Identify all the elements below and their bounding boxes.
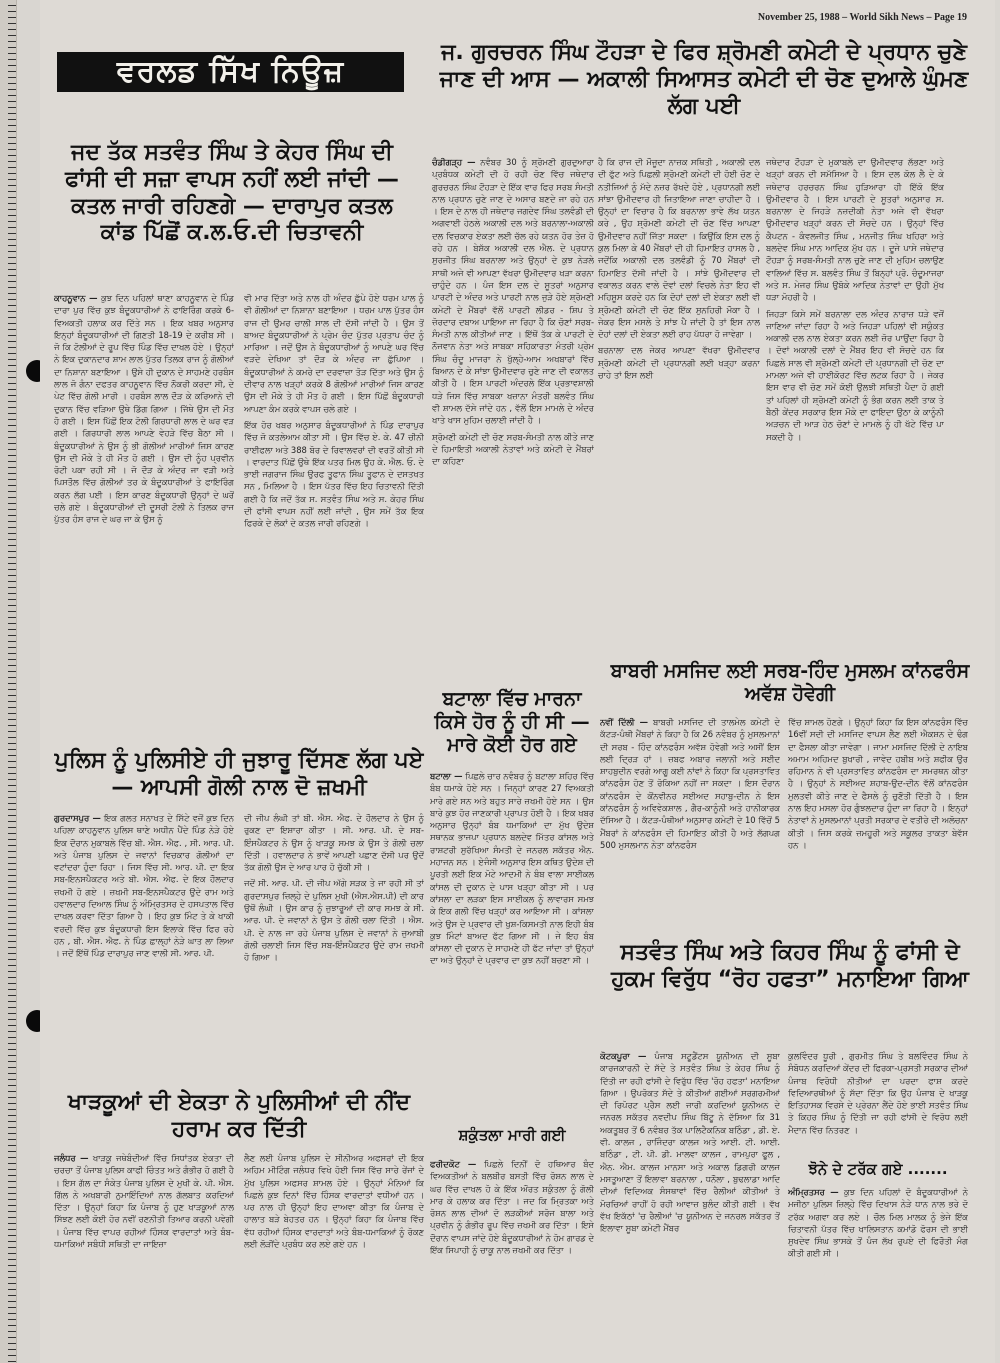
- article-rosh-hafta-col1: [600, 1050, 780, 1350]
- headline-shakuntla: ਸ਼ਕੁੰਤਲਾ ਮਾਰੀ ਗਈ: [458, 1126, 566, 1144]
- article-ekta-col2: [244, 1152, 424, 1352]
- headline-batala: ਬਟਾਲਾ ਵਿੱਚ ਮਾਰਨਾ ਕਿਸੇ ਹੋਰ ਨੂੰ ਹੀ ਸੀ — ਮਾਰੇ ਕੋਈ ਹੋਰ ਗਏ: [434, 688, 590, 757]
- article-police-col2: [244, 812, 424, 1077]
- headline-police: ਪੁਲਿਸ ਨੂੰ ਪੁਲਿਸੀਏ ਹੀ ਜੁਝਾਰੂ ਦਿੱਸਣ ਲੱਗ ਪਏ — ਆਪਸੀ ਗੋਲੀ ਨਾਲ ਦੋ ਜ਼ਖਮੀ: [54, 748, 424, 800]
- article-body: ਪਿਛਲੇ ਦਿਨੀਂ ਦੋ ਹਥਿਆਰ ਬੰਦ ਵਿਅਕਤੀਆਂ ਨੇ ਬਲਬੀਰ ਬਸਤੀ ਵਿੱਚ ਰੋਸ਼ਨ ਲਾਲ ਦੇ ਘਰ ਵਿੱਚ ਦਾਖਲ ਹੋ ਕੇ ਇੱਕ ਔਰਤ ਸ਼ਕੁੰਤਲਾ ਨੂੰ ਗੋਲੀ ਮਾਰ ਕੇ ਹਲਾਕ ਕਰ ਦਿੱਤਾ । ਜਦ ਕਿ ਮ੍ਰਿਤਕਾ ਅਤੇ ਰੋਸ਼ਨ ਲਾਲ ਦੀਆਂ ਦੋ ਲੜਕੀਆਂ ਸਰੋਜ ਬਾਲਾ ਅਤੇ ਪ੍ਰਵੀਨ ਨੂੰ ਗੰਭੀਰ ਰੂਪ ਵਿੱਚ ਜ਼ਖਮੀ ਕਰ ਦਿੱਤਾ । ਇਸੇ ਦੌਰਾਨ ਵਾਪਸ ਜਾਂਦੇ ਹੋਏ ਬੰਦੂਕਧਾਰੀਆਂ ਨੇ ਹੋਮ ਗਾਰਡ ਦੇ ਇੱਕ ਸਿਪਾਹੀ ਨੂੰ ਚਾਕੂ ਨਾਲ ਜ਼ਖਮੀ ਕਰ ਦਿੱਤਾ ।: [430, 1159, 594, 1256]
- dateline: ਅੰਮ੍ਰਿਤਸਰ —: [788, 1187, 839, 1197]
- article-rosh-hafta-col2: [788, 1050, 968, 1152]
- article-body: ਖਾੜਕੂ ਜਥੇਬੰਦੀਆਂ ਵਿੱਚ ਸਿਧਾਂਤਕ ਏਕਤਾ ਦੀ ਚਰਚਾ ਤੋਂ ਪੰਜਾਬ ਪੁਲਿਸ ਕਾਫੀ ਚਿੰਤਤ ਅਤੇ ਗੰਭੀਰ ਹੋ ਗਈ ਹੈ । ਇਸ ਗੱਲ ਦਾ ਸੰਕੇਤ ਪੰਜਾਬ ਪੁਲਿਸ ਦੇ ਮੁਖੀ ਕੇ. ਪੀ. ਐਸ. ਗਿੱਲ ਨੇ ਅਖਬਾਰੀ ਨੁਮਾਇੰਦਿਆਂ ਨਾਲ ਗੱਲਬਾਤ ਕਰਦਿਆਂ ਦਿੱਤਾ । ਉਨ੍ਹਾਂ ਕਿਹਾ ਕਿ ਪੰਜਾਬ ਨੂੰ ਹੁਣ ਖਾੜਕੂਆਂ ਨਾਲ ਸਿੱਝਣ ਲਈ ਕੋਈ ਹੋਰ ਨਵੀਂ ਰਣਨੀਤੀ ਤਿਆਰ ਕਰਨੀ ਪਵੇਗੀ । ਪੰਜਾਬ ਵਿੱਚ ਵਾਪਰ ਰਹੀਆਂ ਹਿੰਸਕ ਵਾਰਦਾਤਾਂ ਅਤੇ ਬੰਬ-ਧਮਾਕਿਆਂ ਸਬੰਧੀ ਸਥਿਤੀ ਦਾ ਜਾਇਜ਼ਾ: [54, 1153, 234, 1250]
- article-body: ਜਥੇਦਾਰ ਟੌਹੜਾ ਦੇ ਮੁਕਾਬਲੇ ਦਾ ਉਮੀਦਵਾਰ ਲੱਭਣਾ ਅਤੇ ਖੜ੍ਹਾਂ ਕਰਨ ਦੀ ਸਮੱਸਿਆ ਹੈ । ਇਸ ਦਲ ਕੋਲ ਲੈ ਦੇ ਕੇ ਜਥੇਦਾਰ ਹਰਚਰਨ ਸਿੰਘ ਹੁੜਿਆਰਾ ਹੀ ਇੱਕੋ ਇੱਕ ਉਮੀਦਵਾਰ ਹੈ । ਇਸ ਪਾਰਟੀ ਦੇ ਸੂਤਰਾਂ ਅਨੁਸਾਰ ਸ. ਬਰਨਾਲਾ ਦੇ ਜਿਹੜੇ ਨਜ਼ਦੀਕੀ ਨੇਤਾ ਅਜੇ ਵੀ ਵੱਖਰਾ ਉਮੀਦਵਾਰ ਖੜ੍ਹਾਂ ਕਰਨ ਦੀ ਸੋਚਦੇ ਹਨ । ਉਨ੍ਹਾਂ ਵਿੱਚ ਕੈਪਟਨ - ਕੰਵਲਜੀਤ ਸਿੰਘ , ਮਨਜੀਤ ਸਿੰਘ ਖਹਿਰਾ ਅਤੇ ਬਲਦੇਵ ਸਿੰਘ ਮਾਨ ਆਦਿਕ ਮੁੱਖ ਹਨ । ਦੂਜੇ ਪਾਸੇ ਜਥੇਦਾਰ ਟੌਹੜਾ ਨੂੰ ਸਰਬ-ਸੰਮਤੀ ਨਾਲ ਚੁਣੇ ਜਾਣ ਦੀ ਮੁਹਿਮ ਚਲਾਉਣ ਵਾਲਿਆਂ ਵਿੱਚ ਸ. ਬਲਵੰਤ ਸਿੰਘ ਤੋਂ ਬਿਨ੍ਹਾਂ ਪ੍ਰੋ. ਚੰਦੂਮਾਜਰਾ ਅਤੇ ਸ. ਮੇਜਰ ਸਿੰਘ ਉਬੋਕੇ ਆਦਿਕ ਨੇਤਾਵਾਂ ਦਾ ਉਹੀ ਮੁੱਖ ਧੜਾ ਮੋਹਰੀ ਹੈ ।: [766, 157, 944, 303]
- headline-tohra: ਜ. ਗੁਰਚਰਨ ਸਿੰਘ ਟੌਹੜਾ ਦੇ ਫਿਰ ਸ਼੍ਰੋਮਣੀ ਕਮੇਟੀ ਦੇ ਪ੍ਰਧਾਨ ਚੁਣੇ ਜਾਣ ਦੀ ਆਸ — ਅਕਾਲੀ ਸਿਆਸਤ ਕਮੇਟੀ ਦੀ ਚੋਣ ਦੁਆਲੇ ਘੁੰਮਣ ਲੱਗ ਪਈ: [439, 40, 969, 119]
- article-body: ਕੁਝ ਦਿਨ ਪਹਿਲਾਂ ਦੋ ਬੰਦੂਕਧਾਰੀਆਂ ਨੇ ਮਜੀਠਾ ਪੁਲਿਸ ਜ਼ਿਲ੍ਹੇ ਵਿੱਚ ਦਿਖਾਸ ਨੇੜੇ ਧਾਨ ਨਾਲ ਭਰੇ ਦੋ ਟਰੱਕ ਅਗਵਾ ਕਰ ਲਏ । ਚੌਲ ਮਿਲ ਮਾਲਕ ਨੂੰ ਭੇਜੇ ਇੱਕ ਚਿਤਾਵਨੀ ਪੱਤਰ ਵਿੱਚ ਖਾਲਿਸਤਾਨ ਕਮਾਂਡੋ ਫੋਰਸ ਦੀ ਭਾਈ ਸੁਖਦੇਵ ਸਿੰਘ ਭਾਸਕੇ ਤੋਂ ਪੰਜ ਲੱਖ ਰੁਪਏ ਦੀ ਫਿਰੌਤੀ ਮੰਗ ਕੀਤੀ ਗਈ ਸੀ ।: [788, 1187, 968, 1259]
- dateline: ਗੁਰਦਾਸਪੁਰ —: [54, 813, 101, 823]
- article-tohra-col3: [766, 156, 944, 646]
- article-body: ਜਦੋਂ ਸੀ. ਆਰ. ਪੀ. ਦੀ ਜੀਪ ਅੱਗੇ ਸੜਕ ਤੇ ਜਾ ਰਹੀ ਸੀ ਤਾਂ ਗੁਰਦਾਸਪੁਰ ਜ਼ਿਲ੍ਹੇ ਦੇ ਪੁਲਿਸ ਮੁਖੀ (ਐਸ.ਐਸ.ਪੀ) ਦੀ ਕਾਰ ਉਥੋਂ ਲੰਘੀ । ਉਸ ਕਾਰ ਨੂੰ ਜੁਝਾਰੂਆਂ ਦੀ ਕਾਰ ਸਮਝ ਕੇ ਸੀ. ਆਰ. ਪੀ. ਦੇ ਜਵਾਨਾਂ ਨੇ ਉਸ ਤੇ ਗੋਲੀ ਚਲਾ ਦਿੱਤੀ । ਐਸ. ਪੀ. ਦੇ ਨਾਲ ਜਾ ਰਹੇ ਪੰਜਾਬ ਪੁਲਿਸ ਦੇ ਜਵਾਨਾਂ ਨੇ ਜੁਆਬੀ ਗੋਲੀ ਚਲਾਈ ਜਿਸ ਵਿੱਚ ਸਬ-ਇੰਸਪੈਕਟਰ ਉਦੇ ਰਾਮ ਜ਼ਖਮੀ ਹੋ ਗਿਆ ।: [244, 878, 424, 963]
- article-body: ਕੁਝ ਦਿਨ ਪਹਿਲਾਂ ਥਾਣਾ ਕਾਹਨੂਵਾਨ ਦੇ ਪਿੰਡ ਦਾਰਾ ਪੁਰ ਵਿੱਚ ਕੁਝ ਬੰਦੂਕਧਾਰੀਆਂ ਨੇ ਫਾਇਰਿੰਗ ਕਰਕੇ 6-ਵਿਅਕਤੀ ਹਲਾਕ ਕਰ ਦਿੱਤੇ ਸਨ । ਇਕ ਖਬਰ ਅਨੁਸਾਰ ਇਨ੍ਹਾਂ ਬੰਦੂਕਧਾਰੀਆਂ ਦੀ ਗਿਣਤੀ 18-19 ਦੇ ਕਰੀਬ ਸੀ । ਜੋ ਕਿ ਟੋਲੀਆਂ ਦੇ ਰੂਪ ਵਿੱਚ ਪਿੰਡ ਵਿੱਚ ਦਾਖਲ ਹੋਏ । ਉਨ੍ਹਾਂ ਨੇ ਇਕ ਦੁਕਾਨਦਾਰ ਸ਼ਾਮ ਲਾਲ ਪੁੱਤਰ ਤਿਲਕ ਰਾਜ ਨੂੰ ਗੋਲੀਆਂ ਦਾ ਨਿਸ਼ਾਨਾ ਬਣਾਇਆ । ਉਸੇ ਹੀ ਦੁਕਾਨ ਦੇ ਸਾਹਮਣੇ ਹਰਬੰਸ ਲਾਲ ਜੋ ਗੰਨਾ ਦਫਤਰ ਕਾਹਨੂਵਾਨ ਵਿੱਚ ਨੌਕਰੀ ਕਰਦਾ ਸੀ, ਦੇ ਪੇਟ ਵਿੱਚ ਗੋਲੀ ਮਾਰੀ । ਹਰਬੰਸ ਲਾਲ ਦੌੜ ਕੇ ਕਰਿਆਨੇ ਦੀ ਦੁਕਾਨ ਵਿੱਚ ਵੜਿਆ ਉਥੇ ਡਿੱਗ ਗਿਆ । ਜਿੱਥੇ ਉਸ ਦੀ ਮੌਤ ਹੋ ਗਈ । ਇਸ ਪਿੱਛੋਂ ਇਕ ਟੋਲੀ ਗਿਰਧਾਰੀ ਲਾਲ ਦੇ ਘਰ ਵੜ ਗਈ । ਗਿਰਧਾਰੀ ਲਾਲ ਆਪਣੇ ਵੇਹੜੇ ਵਿੱਚ ਬੈਠਾ ਸੀ । ਬੰਦੂਕਧਾਰੀਆਂ ਨੇ ਉਸ ਨੂੰ ਭੀ ਗੋਲੀਆਂ ਮਾਰੀਆਂ ਜਿਸ ਕਾਰਣ ਉਸ ਦੀ ਮੌਕੇ ਤੇ ਹੀ ਮੌਤ ਹੋ ਗਈ । ਉਸ ਦੀ ਨੂੰਹ ਪ੍ਰਵੀਨ ਰੋਟੀ ਪਕਾ ਰਹੀ ਸੀ । ਜੋ ਦੌੜ ਕੇ ਅੰਦਰ ਜਾ ਵੜੀ ਅਤੇ ਪਿਸਤੌਲ ਵਿੱਚ ਗੋਲੀਆਂ ਤਰ ਕੇ ਬੰਦੂਕਧਾਰੀਆਂ ਤੇ ਫਾਇਰਿੰਗ ਕਰਨ ਲੱਗ ਪਈ । ਇਸ ਕਾਰਣ ਬੰਦੂਕਧਾਰੀ ਉਨ੍ਹਾਂ ਦੇ ਘਰੋਂ ਚਲੇ ਗਏ । ਬੰਦੂਕਧਾਰੀਆਂ ਦੀ ਦੂਸਰੀ ਟੋਲੀ ਨੇ ਤਿਲਕ ਰਾਜ ਪੁੱਤਰ ਹੰਸ ਰਾਜ ਦੇ ਘਰ ਜਾ ਕੇ ਉਸ ਨੂੰ: [54, 293, 234, 525]
- headline-babri: ਬਾਬਰੀ ਮਸਜਿਦ ਲਈ ਸਰਬ-ਹਿੰਦ ਮੁਸਲਮ ਕਾਂਨਫਰੰਸ ਅਵੱਸ਼ ਹੋਵੇਗੀ: [610, 660, 970, 706]
- article-body: ਕੁਲਵਿੰਦਰ ਧੂਰੀ , ਗੁਰਮੀਤ ਸਿੰਘ ਤੇ ਬਲਵਿੰਦਰ ਸਿੰਘ ਨੇ ਸੰਬੋਧਨ ਕਰਦਿਆਂ ਕੇਂਦਰ ਦੀ ਫਿਰਕਾ-ਪ੍ਰਸਤੀ ਸਰਕਾਰ ਦੀਆਂ ਪੰਜਾਬ ਵਿਰੋਧੀ ਨੀਤੀਆਂ ਦਾ ਪਰਦਾ ਫਾਸ਼ ਕਰਦੇ ਵਿਦਿਆਰਥੀਆਂ ਨੂੰ ਸੱਦਾ ਦਿੱਤਾ ਕਿ ਉਹ ਪੰਜਾਬ ਦੇ ਖਾੜਕੂ ਇਤਿਹਾਸਕ ਵਿਰਸੇ ਦੇ ਪ੍ਰੇਰਨਾ ਲੈਂਦੇ ਹੋਏ ਭਾਈ ਸਤਵੰਤ ਸਿੰਘ ਤੇ ਕਿਹਰ ਸਿੰਘ ਨੂੰ ਦਿੱਤੀ ਜਾ ਰਹੀ ਫਾਂਸੀ ਦੇ ਵਿਰੋਧ ਲਈ ਮੈਦਾਨ ਵਿੱਚ ਨਿਤਰਣ ।: [788, 1051, 968, 1135]
- article-body: ਲੈਣ ਲਈ ਪੰਜਾਬ ਪੁਲਿਸ ਦੇ ਸੀਨੀਅਰ ਅਫਸਰਾਂ ਦੀ ਇਕ ਅਹਿਮ ਮੀਟਿੰਗ ਜਲੰਧਰ ਵਿਖੇ ਹੋਈ ਜਿਸ ਵਿੱਚ ਸਾਰੇ ਰੇਂਜਾਂ ਦੇ ਮੁੱਖ ਪੁਲਿਸ ਅਫਸਰ ਸ਼ਾਮਲ ਹੋਏ । ਉਨ੍ਹਾਂ ਮੰਨਿਆਂ ਕਿ ਪਿਛਲੇ ਕੁਝ ਦਿਨਾਂ ਵਿੱਚ ਹਿੰਸਕ ਵਾਰਦਾਤਾਂ ਵਧੀਆਂ ਹਨ । ਪਰ ਨਾਲ ਹੀ ਉਨ੍ਹਾਂ ਇਹ ਦਾਅਵਾ ਕੀਤਾ ਕਿ ਪੰਜਾਬ ਦੇ ਹਾਲਾਤ ਬੜੇ ਬੇਹਤਰ ਹਨ । ਉਨ੍ਹਾਂ ਕਿਹਾ ਕਿ ਪੰਜਾਬ ਵਿੱਚ ਵੱਧ ਰਹੀਆਂ ਹਿੰਸਕ ਵਾਰਦਾਤਾਂ ਅਤੇ ਬੰਬ-ਧਮਾਕਿਆਂ ਨੂੰ ਰੋਕਣ ਲਈ ਲੋੜੀਂਦੇ ਪ੍ਰਬੰਧ ਕਰ ਲਏ ਗਏ ਹਨ ।: [244, 1153, 424, 1250]
- article-body: ਬਰਨਾਲਾ ਦਲ ਜੇਕਰ ਆਪਣਾ ਵੱਖਰਾ ਉਮੀਦਵਾਰ ਸ਼੍ਰੋਮਣੀ ਕਮੇਟੀ ਦੀ ਪ੍ਰਧਾਨਗੀ ਲਈ ਖੜ੍ਹਾ ਕਰਨਾ ਚਾਹੇ ਤਾਂ ਇਸ ਲਈ: [598, 345, 760, 381]
- masthead: ਵਰਲਡ ਸਿੱਖ ਨਿਊਜ਼: [57, 52, 404, 92]
- article-body: ਪੰਜਾਬ ਸਟੂਡੈਂਟਸ ਯੂਨੀਅਨ ਦੀ ਸੂਬਾ ਕਾਰਜਕਾਰਨੀ ਦੇ ਸੱਦੇ ਤੇ ਸਤਵੰਤ ਸਿੰਘ ਤੇ ਕੇਹਰ ਸਿੰਘ ਨੂੰ ਦਿੱਤੀ ਜਾ ਰਹੀ ਫਾਂਸੀ ਦੇ ਵਿਰੁੱਧ ਵਿੱਚ 'ਰੋਹ ਹਫਤਾ' ਮਨਾਇਆ ਗਿਆ । ਉਪਰੋਕਤ ਸੱਦੇ ਤੇ ਕੀਤੀਆਂ ਗਈਆਂ ਸਰਗਰਮੀਆਂ ਦੀ ਰਿਪੋਰਟ ਪ੍ਰੈਸ ਲਈ ਜਾਰੀ ਕਰਦਿਆਂ ਯੂਨੀਅਨ ਦੇ ਜਨਰਲ ਸਕੱਤਰ ਨਵਦੀਪ ਸਿੰਘ ਬਿੱਟੂ ਨੇ ਦੱਸਿਆ ਕਿ 31 ਅਕਤੂਬਰ ਤੋਂ 6 ਨਵੰਬਰ ਤੱਕ ਪਾਲਿਟੈਕਨਿਕ ਬਠਿੰਡਾ , ਡੀ. ਏ. ਵੀ. ਕਾਲਜ , ਰਾਜਿੰਦਰਾ ਕਾਲਜ ਅਤੇ ਆਈ. ਟੀ. ਆਈ. ਬਠਿੰਡਾ , ਟੀ. ਪੀ. ਡੀ. ਮਾਲਵਾ ਕਾਲਜ , ਰਾਮਪੁਰਾ ਫੂਲ , ਐਨ. ਐਮ. ਕਾਲਜ ਮਾਨਸਾ ਅਤੇ ਅਕਾਲ ਡਿਗਰੀ ਕਾਲਜ ਮਸਤੂਆਣਾ ਤੋਂ ਇਲਾਵਾ ਬਰਨਾਲਾ , ਧਨੌਲਾ , ਬੁਢਲਾਡਾ ਆਦਿ ਦੀਆਂ ਵਿਦਿਅਕ ਸੰਸਥਾਵਾਂ ਵਿੱਚ ਰੈਲੀਆਂ ਕੀਤੀਆਂ ਤੇ ਮੋਰਚਿਆਂ ਰਾਹੀਂ ਹੋ ਰਹੀ ਆਵਾਜ਼ ਬੁਲੰਦ ਕੀਤੀ ਗਈ । ਵੱਖ ਵੱਖ ਇਕੱਠਾਂ 'ਚ ਰੈਲੀਆਂ 'ਚ ਯੂਨੀਅਨ ਦੇ ਜਨਰਲ ਸਕੱਤਰ ਤੋਂ ਇਲਾਵਾ ਸੂਬਾ ਕਮੇਟੀ ਮੈਂਬਰ: [600, 1051, 780, 1234]
- article-body: ਬਾਬਰੀ ਮਸਜਿਦ ਦੀ ਤਾਲਮੇਲ ਕਮੇਟੀ ਦੇ ਕੱਟੜ-ਪੰਥੀ ਮੈਂਬਰਾਂ ਨੇ ਕਿਹਾ ਹੈ ਕਿ 26 ਨਵੰਬਰ ਨੂੰ ਮੁਸਲਮਾਨਾਂ ਦੀ ਸਰਬ - ਹਿੰਦ ਕਾਂਨਫਰੰਸ ਅਵੱਸ਼ ਹੋਵੇਗੀ ਅਤੇ ਅਸੀਂ ਇਸ ਲਈ ਦ੍ਰਿੜ ਹਾਂ । ਜ਼ਬਫ ਅਬਾਰ ਜਲਾਨੀ ਅਤੇ ਸਈਦ ਸ਼ਾਹਬੁਦੀਨ ਵਰਗੇ ਆਗੂ ਕਈ ਨਾਂਵਾਂ ਨੇ ਕਿਹਾ ਕਿ ਪ੍ਰਸਤਾਵਿਤ ਕਾਂਨਫਰੰਸ ਹੋਣ ਤੋਂ ਰੋਕਿਆ ਨਹੀਂ ਜਾ ਸਕਦਾ । ਇਸ ਦੌਰਾਨ ਕਾਂਨਫਰੰਸ ਦੇ ਕੋਂਨਵੀਨਰ ਸਈਅਦ ਸਹਾਬੁ-ਦੀਨ ਨੇ ਇਸ ਕਾਂਨਫਰੰਸ ਨੂੰ ਅਵਿਵੇਕਸ਼ਾਲ , ਗੈਰ-ਕਾਨੂੰਨੀ ਅਤੇ ਹਾਨੀਕਾਰਕ ਦੱਸਿਆ ਹੈ । ਕੱਟੜ-ਪੰਥੀਆਂ ਅਨੁਸਾਰ ਕਮੇਟੀ ਦੇ 10 ਵਿੱਚੋਂ 5 ਮੈਂਬਰਾਂ ਨੇ ਕਾਂਨਫਰੰਸ ਦੀ ਹਿਮਾਇਤ ਕੀਤੀ ਹੈ ਅਤੇ ਲੱਗਪਗ 500 ਮੁਸਲਮਾਨ ਨੇਤਾ ਕਾਂਨਫਰੰਸ: [600, 717, 780, 850]
- article-body: ਦੀ ਜੀਪ ਲੰਘੀ ਤਾਂ ਬੀ. ਐਸ. ਐਫ. ਦੇ ਹੌਲਦਾਰ ਨੇ ਉਸ ਨੂੰ ਰੁਕਣ ਦਾ ਇਸ਼ਾਰਾ ਕੀਤਾ । ਸੀ. ਆਰ. ਪੀ. ਦੇ ਸਬ-ਇੰਸਪੈਕਟਰ ਨੇ ਉਸ ਨੂੰ ਖਾੜਕੂ ਸਮਝ ਕੇ ਉਸ ਤੇ ਗੋਲੀ ਚਲਾ ਦਿੱਤੀ । ਹਵਾਲਦਾਰ ਨੇ ਭਾਵੇਂ ਆਪਣੀ ਪਛਾਣ ਦੱਸੀ ਪਰ ਉਦੋਂ ਤੱਕ ਗੋਲੀ ਉਸ ਦੇ ਆਰ ਪਾਰ ਹੋ ਚੁੱਕੀ ਸੀ ।: [244, 813, 424, 873]
- article-tohra-col2: [598, 156, 760, 656]
- headline-ekta: ਖਾੜਕੂਆਂ ਦੀ ਏਕਤਾ ਨੇ ਪੁਲਿਸੀਆਂ ਦੀ ਨੀਂਦ ਹਰਾਮ ਕਰ ਦਿੱਤੀ: [67, 1090, 411, 1142]
- scan-ruler: [0, 0, 17, 1363]
- dateline: ਨਵੀਂ ਦਿੱਲੀ —: [600, 717, 649, 727]
- dateline: ਬਟਾਲਾ —: [430, 771, 463, 781]
- dateline: ਫਰੀਦਕੋਟ —: [430, 1159, 477, 1169]
- article-dharpur-col2: [244, 292, 424, 737]
- article-ekta-col1: [54, 1152, 234, 1352]
- article-babri-col1: [600, 716, 780, 930]
- dateline: ਚੰਡੀਗੜ੍ਹ —: [432, 157, 476, 167]
- headline-jhone: ਝੋਨੇ ਦੇ ਟਰੱਕ ਗਏ .......: [808, 1160, 948, 1178]
- newspaper-page: [40, 0, 995, 1363]
- dateline: ਕਾਹਨੂਵਾਨ —: [54, 293, 98, 303]
- article-shakuntla: [430, 1158, 594, 1353]
- page-header: November 25, 1988 – World Sikh News – Page 19: [757, 12, 967, 23]
- article-body: ਹੈ ਕਿ ਰਾਜ ਦੀ ਮੌਜੂਦਾ ਨਾਜ਼ਕ ਸਥਿਤੀ , ਅਕਾਲੀ ਦਲ ਦੀ ਫੁੱਟ ਅਤੇ ਪਿਛਲੀ ਸ਼੍ਰੋਮਣੀ ਕਮੇਟੀ ਦੀ ਹੋਈ ਚੋਣ ਦੇ ਨਤੀਜਿਆਂ ਨੂੰ ਮੱਦੇ ਨਜ਼ਰ ਰੱਖਦੇ ਹੋਏ , ਪ੍ਰਧਾਨਗੀ ਲਈ ਸਾਂਝਾ ਉਮੀਦਵਾਰ ਹੀ ਜਿਤਾਇਆ ਜਾਣਾ ਚਾਹੀਦਾ ਹੈ । ਉਨ੍ਹਾਂ ਦਾ ਵਿਚਾਰ ਹੈ ਕਿ ਬਰਨਾਲਾ ਭਾਵੇ ਲੱਖ ਯਤਨ ਕਰੇ , ਉਹ ਸ਼੍ਰੋਮਣੀ ਕਮੇਟੀ ਦੀ ਚੋਣ ਵਿੱਚ ਆਪਣਾ ਉਮੀਦਵਾਰ ਨਹੀਂ ਜਿੱਤਾ ਸਕਦਾ । ਕਿਉਂਕਿ ਇਸ ਦਲ ਨੂੰ ਕੁਲ ਮਿਲਾ ਕੇ 40 ਮੈਂਬਰਾਂ ਦੀ ਹੀ ਹਿਮਾਇਤ ਹਾਸਲ ਹੈ , ਜਦੋਂਕਿ ਅਕਾਲੀ ਦਲ ਤਲਵੰਡੀ ਨੂੰ 70 ਮੈਂਬਰਾਂ ਦੀ ਹਿਮਾਇਤ ਦੱਸੀ ਜਾਂਦੀ ਹੈ । ਸਾਂਝੇ ਉਮੀਦਵਾਰ ਦੀ ਵਕਾਲਤ ਕਰਨ ਵਾਲੇ ਦੋਵਾਂ ਦਲਾਂ ਵਿਚਲੇ ਨੇਤਾ ਇਹ ਵੀ ਮਹਿਸੂਸ ਕਰਦੇ ਹਨ ਕਿ ਦੋਹਾਂ ਦਲਾਂ ਦੀ ਏਕਤਾ ਲਈ ਵੀ ਸ਼੍ਰੋਮਣੀ ਕਮੇਟੀ ਦੀ ਚੋਣ ਇੱਕ ਸੁਨਹਿਰੀ ਮੌਕਾ ਹੈ । ਜੇਕਰ ਇਸ ਮਸਲੇ ਤੇ ਸਾਂਝ ਪੈ ਜਾਂਦੀ ਹੈ ਤਾਂ ਇਸ ਨਾਲ ਦੋਹਾਂ ਦਲਾਂ ਦੀ ਏਕਤਾ ਲਈ ਰਾਹ ਪੱਧਰਾ ਹੋ ਜਾਵੇਗਾ ।: [598, 157, 760, 340]
- article-tohra-col1: [432, 156, 594, 576]
- headline-dharpur: ਜਦ ਤੱਕ ਸਤਵੰਤ ਸਿੰਘ ਤੇ ਕੇਹਰ ਸਿੰਘ ਦੀ ਫਾਂਸੀ ਦੀ ਸਜ਼ਾ ਵਾਪਸ ਨਹੀਂ ਲਈ ਜਾਂਦੀ —ਕਤਲ ਜਾਰੀ ਰਹਿਣਗੇ — ਦਾਰਾਪੁਰ ਕਤਲ ਕਾਂਡ ਪਿੱਛੋਂ ਕ.ਲ.ਓ.ਦੀ ਚਿਤਾਵਨੀ: [65, 140, 399, 246]
- article-dharpur-col1: [54, 292, 234, 737]
- article-body: ਵਿੱਚ ਸ਼ਾਮਲ ਹੋਣਗੇ । ਉਨ੍ਹਾਂ ਕਿਹਾ ਕਿ ਇਸ ਕਾਂਨਫਰੰਸ ਵਿੱਚ 16ਵੀਂ ਸਦੀ ਦੀ ਮਸਜਿਦ ਵਾਪਸ ਲੈਣ ਲਈ ਐਕਸ਼ਨ ਦੇ ਢੰਗ ਦਾ ਫੈਸਲਾ ਕੀਤਾ ਜਾਵੇਗਾ । ਜਾਮਾ ਮਸਜਿਦ ਦਿੱਲੀ ਦੇ ਨਾਇਬ ਅਮਾਮ ਅਹਿਮਦ ਬੁਖਾਰੀ , ਜਾਵੇਦ ਹਬੀਬ ਅਤੇ ਸ਼ਫੀਕ ਉਰ ਰਹਿਮਾਨ ਨੇ ਵੀ ਪ੍ਰਸਤਾਵਿਤ ਕਾਂਨਫਰੰਸ ਦਾ ਸਮਰਥਨ ਕੀਤਾ ਹੈ । ਉਨ੍ਹਾਂ ਨੇ ਸਈਅਦ ਸ਼ਹਾਬ-ਉਦ-ਦੀਨ ਵੱਲੋਂ ਕਾਂਨਫਰੰਸ ਮੁਲਤਵੀ ਕੀਤੇ ਜਾਣ ਦੇ ਫੈਸਲੇ ਨੂੰ ਚੁਣੌਤੀ ਦਿੱਤੀ ਹੈ । ਇਸ ਨਾਲ ਇਹ ਮਸਲਾ ਹੋਰ ਗੁੰਝਲਦਾਰ ਹੁੰਦਾ ਜਾ ਰਿਹਾ ਹੈ । ਇਨ੍ਹਾਂ ਨੇਤਾਵਾਂ ਨੇ ਮੁਸਲਮਾਨਾਂ ਪ੍ਰਤੀ ਸਰਕਾਰ ਦੇ ਵਤੀਰੇ ਦੀ ਅਲੋਚਨਾ ਕੀਤੀ । ਜਿਸ ਕਰਕੇ ਜ਼ਮਹੂਰੀ ਅਤੇ ਸਕੂਲਰ ਤਾਕਤਾ ਬੇਵੱਸ ਹਨ ।: [788, 717, 968, 850]
- article-body: ਨਵੰਬਰ 30 ਨੂੰ ਸ਼੍ਰੋਮਣੀ ਗੁਰਦੁਆਰਾ ਪ੍ਰਬੰਧਕ ਕਮੇਟੀ ਦੀ ਹੋ ਰਹੀ ਚੋਣ ਵਿੱਚ ਜਥੇਦਾਰ ਗੁਰਚਰਨ ਸਿੰਘ ਟੌਹੜਾ ਦੇ ਇੱਕ ਵਾਰ ਫਿਰ ਸਰਬ ਸੰਮਤੀ ਨਾਲ ਪ੍ਰਧਾਨ ਚੁਣੇ ਜਾਣ ਦੇ ਅਸਾਰ ਬਣਦੇ ਜਾ ਰਹੇ ਹਨ । ਇਸ ਦੇ ਨਾਲ ਹੀ ਜਥੇਦਾਰ ਜਗਦੇਵ ਸਿੰਘ ਤਲਵੰਡੀ ਦੀ ਅਗਵਾਈ ਹੇਠਲੇ ਅਕਾਲੀ ਦਲ ਅਤੇ ਬਰਨਾਲਾ-ਅਕਾਲੀ ਦਲ ਵਿਚਕਾਰ ਏਕਤਾ ਲਈ ਚੱਲ ਰਹੇ ਯਤਨ ਹੋਰ ਤੇਜ਼ ਹੋ ਰਹੇ ਹਨ । ਬੇਸ਼ੱਕ ਅਕਾਲੀ ਦਲ ਐਲ. ਦੇ ਪ੍ਰਧਾਨ ਸੁਰਜੀਤ ਸਿੰਘ ਬਰਨਾਲਾ ਅਤੇ ਉਨ੍ਹਾਂ ਦੇ ਕੁਝ ਨੇੜਲੇ ਸਾਥੀ ਅਜੇ ਵੀ ਆਪਣਾ ਵੱਖਰਾ ਉਮੀਦਵਾਰ ਖੜਾ ਕਰਨਾ ਚਾਹੁੰਦੇ ਹਨ । ਪੰਜ ਇਸ ਦਲ ਦੇ ਸੂਤਰਾਂ ਅਨੁਸਾਰ ਪਾਰਟੀ ਦੇ ਅੰਦਰ ਅਤੇ ਪਾਰਟੀ ਨਾਲ ਜੁੜੇ ਹੋਏ ਸ਼੍ਰੋਮਣੀ ਕਮੇਟੀ ਦੇ ਮੈਂਬਰਾਂ ਵੱਲੋਂ ਪਾਰਟੀ ਲੀਡਰ - ਸ਼ਿਪ ਤੇ ਜ਼ੋਰਦਾਰ ਦਬਾਅ ਪਾਇਆ ਜਾ ਰਿਹਾ ਹੈ ਕਿ ਚੋਣਾਂ ਸਰਬ-ਸੰਮਤੀ ਨਾਲ ਕੀਤੀਆਂ ਜਾਣ । ਇੱਥੋਂ ਤੱਕ ਕੇ ਪਾਰਟੀ ਦੇ ਨੌਜਵਾਨ ਨੇਤਾ ਅਤੇ ਸਾਬਕਾ ਸਹਿਕਾਰਤਾ ਮੰਤਰੀ ਪ੍ਰੇਮ ਸਿੰਘ ਚੰਦੂ ਮਾਜਰਾ ਨੇ ਖੁੱਲ੍ਹੇ-ਆਮ ਅਖਬਾਰਾਂ ਵਿੱਚ ਬਿਆਨ ਦੇ ਕੇ ਸਾਂਝਾ ਉਮੀਦਵਾਰ ਚੁਣੇ ਜਾਣ ਦੀ ਵਕਾਲਤ ਕੀਤੀ ਹੈ । ਇਸ ਪਾਰਟੀ ਅੰਦਰਲੇ ਇੱਕ ਪ੍ਰਭਾਵਸ਼ਾਲੀ ਧੜੇ ਜਿਸ ਵਿੱਚ ਸਾਬਕਾ ਖਜ਼ਾਨਾ ਮੰਤਰੀ ਬਲਵੰਤ ਸਿੰਘ ਵੀ ਸ਼ਾਮਲ ਦੱਸੇ ਜਾਂਦੇ ਹਨ , ਵੱਲੋਂ ਇਸ ਮਾਮਲੇ ਦੇ ਅੰਦਰ ਖਾਤੇ ਖਾਸ ਮੁਹਿਮ ਚਲਾਈ ਜਾਂਦੀ ਹੈ ।: [432, 157, 594, 426]
- dateline: ਕੋਟਕਪੂਰਾ —: [600, 1051, 647, 1061]
- article-body: ਵੀ ਮਾਰ ਦਿੱਤਾ ਅਤੇ ਨਾਲ ਹੀ ਅੰਦਰ ਛੁੱਪੇ ਹੋਏ ਧਰਮ ਪਾਲ ਨੂੰ ਵੀ ਗੋਲੀਆਂ ਦਾ ਨਿਸ਼ਾਨਾ ਬਣਾਇਆ । ਧਰਮ ਪਾਲ ਪੁੱਤਰ ਹੰਸ ਰਾਜ ਦੀ ਉਮਰ ਚਾਲੀ ਸਾਲ ਦੀ ਦੱਸੀ ਜਾਂਦੀ ਹੈ । ਉਸ ਤੋਂ ਬਾਅਦ ਬੰਦੂਕਧਾਰੀਆਂ ਨੇ ਪ੍ਰੇਮ ਚੰਦ ਪੁੱਤਰ ਪ੍ਰਤਾਪ ਚੰਦ ਨੂੰ ਮਾਰਿਆ । ਜਦੋਂ ਉਸ ਨੇ ਬੰਦੂਕਧਾਰੀਆਂ ਨੂੰ ਆਪਣੇ ਘਰ ਵਿੱਚ ਵੜਦੇ ਦੇਖਿਆ ਤਾਂ ਦੌੜ ਕੇ ਅੰਦਰ ਜਾ ਛੁੱਪਿਆ । ਬੰਦੂਕਧਾਰੀਆਂ ਨੇ ਕਮਰੇ ਦਾ ਦਰਵਾਜ਼ਾ ਤੋੜ ਦਿੱਤਾ ਅਤੇ ਉਸ ਨੂੰ ਦੀਵਾਰ ਨਾਲ ਖੜ੍ਹਾਂ ਕਰਕੇ 8 ਗੋਲੀਆਂ ਮਾਰੀਆਂ ਜਿਸ ਕਾਰਣ ਉਸ ਦੀ ਮੌਕੇ ਤੇ ਹੀ ਮੌਤ ਹੋ ਗਈ । ਇਸ ਪਿੱਛੋਂ ਬੰਦੂਕਧਾਰੀ ਆਪਣਾ ਕੰਮ ਕਰਕੇ ਵਾਪਸ ਚਲੇ ਗਏ ।: [244, 293, 424, 414]
- article-body: ਇਕ ਗਲਤ ਸਨਾਖਤ ਦੇ ਸਿੱਟੇ ਵਜੋਂ ਕੁਝ ਦਿਨ ਪਹਿਲਾ ਕਾਹਨੂਵਾਨ ਪੁਲਿਸ ਥਾਣੇ ਅਧੀਨ ਪੈਂਦੇ ਪਿੰਡ ਨੇੜੇ ਹੋਏ ਇਕ ਦੌਰਾਨ ਮੁਕਾਬਲੇ ਵਿੱਚ ਬੀ. ਐਸ. ਐਫ. , ਸੀ. ਆਰ. ਪੀ. ਅਤੇ ਪੰਜਾਬ ਪੁਲਿਸ ਦੇ ਜਵਾਨਾਂ ਵਿਚਕਾਰ ਗੋਲੀਆਂ ਦਾ ਵਟਾਂਦਰਾ ਹੁੰਦਾ ਰਿਹਾ । ਜਿਸ ਵਿੱਚ ਸੀ. ਆਰ. ਪੀ. ਦਾ ਇਕ ਸਬ-ਇਨਸਪੈਕਟਰ ਅਤੇ ਬੀ. ਐਸ. ਐਫ. ਦੇ ਇਕ ਹੌਲਦਾਰ ਜ਼ਖਮੀ ਹੋ ਗਏ । ਜ਼ਖਮੀ ਸਬ-ਇਨਸਪੈਕਟਰ ਉਦੇ ਰਾਮ ਅਤੇ ਹਵਾਲਦਾਰ ਦਿਆਲ ਸਿੰਘ ਨੂੰ ਅੰਮ੍ਰਿਤਸਰ ਦੇ ਹਸਪਤਾਲ ਵਿੱਚ ਦਾਖਲ ਕਰਵਾ ਦਿੱਤਾ ਗਿਆ ਹੈ । ਇਹ ਕੁਝ ਮਿੰਟ ਤੇ ਕੇ ਖਾਕੀ ਵਰਦੀ ਵਿੱਚ ਕੁਝ ਬੰਦੂਕਧਾਰੀ ਇਸ ਇਲਾਕੇ ਵਿੱਚ ਫਿਰ ਰਹੇ ਹਨ , ਬੀ. ਐਸ. ਐਫ. ਨੇ ਪਿੰਡ ਛਾਲ੍ਹਾਂ ਨੇੜੇ ਘਾਤ ਲਾ ਲਿਆ । ਜਦੋਂ ਇੱਥੋਂ ਪਿੰਡ ਦਾਰਾਪੁਰ ਜਾਣ ਵਾਲੀ ਸੀ. ਆਰ. ਪੀ.: [54, 813, 234, 959]
- headline-rosh-hafta: ਸਤਵੰਤ ਸਿੰਘ ਅਤੇ ਕਿਹਰ ਸਿੰਘ ਨੂੰ ਫਾਂਸੀ ਦੇ ਹੁਕਮ ਵਿਰੁੱਧ “ਰੋਹ ਹਫਤਾ” ਮਨਾਇਆ ਗਿਆ: [611, 940, 969, 992]
- dateline: ਜਲੰਧਰ —: [54, 1153, 89, 1163]
- article-body: ਜਿਹੜਾ ਕਿਸੇ ਸਮੇਂ ਬਰਨਾਲਾ ਦਲ ਅੰਦਰ ਨਾਰਾਜ਼ ਧੜੇ ਵਜੋਂ ਜਾਣਿਆ ਜਾਂਦਾ ਰਿਹਾ ਹੈ ਅਤੇ ਜਿਹੜਾ ਪਹਿਲਾਂ ਵੀ ਸਯੁੰਕਤ ਅਕਾਲੀ ਦਲ ਨਾਲ ਏਕਤਾ ਕਰਨ ਲਈ ਜ਼ੋਰ ਪਾਉਂਦਾ ਰਿਹਾ ਹੈ । ਦੋਵਾਂ ਅਕਾਲੀ ਦਲਾਂ ਦੇ ਮੈਂਬਰ ਇਹ ਵੀ ਸੋਚਦੇ ਹਨ ਕਿ ਪਿਛਲੇ ਸਾਲ ਵੀ ਸ਼੍ਰੋਮਣੀ ਕਮੇਟੀ ਦੀ ਪ੍ਰਧਾਨਗੀ ਦੀ ਚੋਣ ਦਾ ਮਾਮਲਾ ਅਜੇ ਵੀ ਹਾਈਕੋਰਟ ਵਿੱਚ ਲਟਕ ਰਿਹਾ ਹੈ । ਜੇਕਰ ਇਸ ਵਾਰ ਵੀ ਚੋਣ ਸਮੇਂ ਕੋਈ ਉਲਝੀ ਸਥਿਤੀ ਪੈਦਾ ਹੋ ਗਈ ਤਾਂ ਪਹਿਲਾਂ ਹੀ ਸ਼੍ਰੋਮਣੀ ਕਮੇਟੀ ਨੂੰ ਭੰਗ ਕਰਨ ਲਈ ਤਾਕ ਤੇ ਬੈਠੀ ਕੇਂਦਰ ਸਰਕਾਰ ਇਸ ਮੌਕੇ ਦਾ ਫਾਇਦਾ ਉਠਾ ਕੇ ਕਾਨੂੰਨੀ ਅੜਚਨ ਦੀ ਆੜ ਹੇਠ ਚੋਣਾਂ ਦੇ ਮਾਮਲੇ ਨੂੰ ਹੀ ਖੱਟੇ ਵਿੱਚ ਪਾ ਸਕਦੀ ਹੈ ।: [766, 308, 944, 442]
- article-body: ਪਿਛਲੇ ਚਾਰ ਨਵੰਬਰ ਨੂੰ ਬਟਾਲਾ ਸ਼ਹਿਰ ਵਿੱਚ ਬੰਬ ਧਮਾਕੇ ਹੋਏ ਸਨ । ਜਿਨ੍ਹਾਂ ਕਾਰਣ 27 ਵਿਅਕਤੀ ਮਾਰੇ ਗਏ ਸਨ ਅਤੇ ਬਹੁਤ ਸਾਰੇ ਜ਼ਖਮੀ ਹੋਏ ਸਨ । ਉਸ ਬਾਰੇ ਕੁਝ ਹੋਰ ਜਾਣਕਾਰੀ ਪ੍ਰਾਪਤ ਹੋਈ ਹੈ । ਇਕ ਖਬਰ ਅਨੁਸਾਰ ਉਨ੍ਹਾਂ ਬੰਬ ਧਮਾਕਿਆਂ ਦਾ ਮੁੱਖ ਉਦੇਸ਼ ਸਥਾਨਕ ਭਾਜਪਾ ਪ੍ਰਧਾਨ ਬਲਦੇਵ ਮਿੱਤਰ ਕਾਂਸਲ ਅਤੇ ਰਾਸ਼ਟਰੀ ਸੁਰੱਖਿਆ ਸੰਮਤੀ ਦੇ ਜਨਰਲ ਸਕੱਤਰ ਐਨ. ਮਹਾਜਨ ਸਨ । ਏਜੰਸੀ ਅਨੁਸਾਰ ਇਸ ਕਥਿਤ ਉਦੇਸ਼ ਦੀ ਪੂਰਤੀ ਲਈ ਇਕ ਮੋਟੇ ਆਦਮੀ ਨੇ ਬੰਬ ਵਾਲਾ ਸਾਈਕਲ ਕਾਂਸਲ ਦੀ ਦੁਕਾਨ ਦੇ ਪਾਸ ਖੜ੍ਹਾ ਕੀਤਾ ਸੀ । ਪਰ ਕਾਂਸਲਾ ਦਾ ਲੜਕਾ ਇਸ ਸਾਈਕਲ ਨੂੰ ਲਾਵਾਰਸ ਸਮਝ ਕੇ ਇਕ ਗਲੀ ਵਿੱਚ ਖੜ੍ਹਾਂ ਕਰ ਆਇਆ ਸੀ । ਕਾਂਸਲਾ ਅਤੇ ਉਸ ਦੇ ਪ੍ਰਵਾਰ ਦੀ ਖੁਸ਼-ਕਿਸਮਤੀ ਨਾਲ ਇਹੀ ਬੰਬ ਕੁਝ ਮਿੰਟਾਂ ਬਾਅਦ ਫੱਟ ਗਿਆ ਸੀ । ਜੇ ਇਹ ਬੰਬ ਕਾਂਸਲਾ ਦੀ ਦੁਕਾਨ ਦੇ ਸਾਹਮਣੇ ਹੀ ਫੱਟ ਜਾਂਦਾ ਤਾਂ ਉਨ੍ਹਾਂ ਦਾ ਅਤੇ ਉਨ੍ਹਾਂ ਦੇ ਪ੍ਰਵਾਰ ਦਾ ਕੁਝ ਨਹੀਂ ਬਚਣਾ ਸੀ ।: [430, 771, 594, 966]
- article-babri-col2: [788, 716, 968, 930]
- article-body: ਸ਼੍ਰੋਮਣੀ ਕਮੇਟੀ ਦੀ ਚੋਣ ਸਰਬ-ਸੰਮਤੀ ਨਾਲ ਕੀਤੇ ਜਾਣ ਦੇ ਹਿਮਾਇਤੀ ਅਕਾਲੀ ਨੇਤਾਵਾਂ ਅਤੇ ਕਮੇਟੀ ਦੇ ਮੈਂਬਰਾਂ ਦਾ ਕਹਿਣਾ: [432, 431, 594, 467]
- article-body: ਇੱਕ ਹੋਰ ਖਬਰ ਅਨੁਸਾਰ ਬੰਦੂਕਧਾਰੀਆਂ ਨੇ ਪਿੰਡ ਦਾਰਾਪੁਰ ਵਿੱਚ ਜੋ ਕਤਲੇਆਮ ਕੀਤਾ ਸੀ । ਉਸ ਵਿੱਚ ਏ. ਕੇ. 47 ਚੀਨੀ ਰਾਈਫਲਾ ਅਤੇ 388 ਬੋਰ ਦੇ ਰਿਵਾਲਵਰਾਂ ਦੀ ਵਰਤੋਂ ਕੀਤੀ ਸੀ । ਵਾਰਦਾਤ ਪਿੱਛੋਂ ਉਥੇ ਇੱਕ ਪਤਰ ਮਿਲ ਉਹ ਕੇ. ਐਲ. ਓ. ਦੇ ਭਾਈ ਜਗਰਾਜ ਸਿੰਘ ਉਰਫ ਤੂਫਾਨ ਸਿੰਘ ਤੂਫਾਨ ਦੇ ਦਸਤਖਤ ਸਨ , ਮਿਲਿਆ ਹੈ । ਇਸ ਪੱਤਰ ਵਿੱਚ ਇਹ ਚਿਤਾਵਨੀ ਦਿੱਤੀ ਗਈ ਹੈ ਕਿ ਜਦੋਂ ਤੱਕ ਸ. ਸਤਵੰਤ ਸਿੰਘ ਅਤੇ ਸ. ਕੇਹਰ ਸਿੰਘ ਦੀ ਫਾਂਸੀ ਵਾਪਸ ਨਹੀਂ ਲਈ ਜਾਂਦੀ , ਉਸ ਸਮੇਂ ਤੱਕ ਇਕ ਫਿਰਕੇ ਦੇ ਲੋਕਾਂ ਦੇ ਕਤਲ ਜਾਰੀ ਰਹਿਣਗੇ ।: [244, 419, 424, 529]
- article-jhone: [788, 1186, 968, 1351]
- article-batala: [430, 770, 594, 1110]
- article-police-col1: [54, 812, 234, 1077]
